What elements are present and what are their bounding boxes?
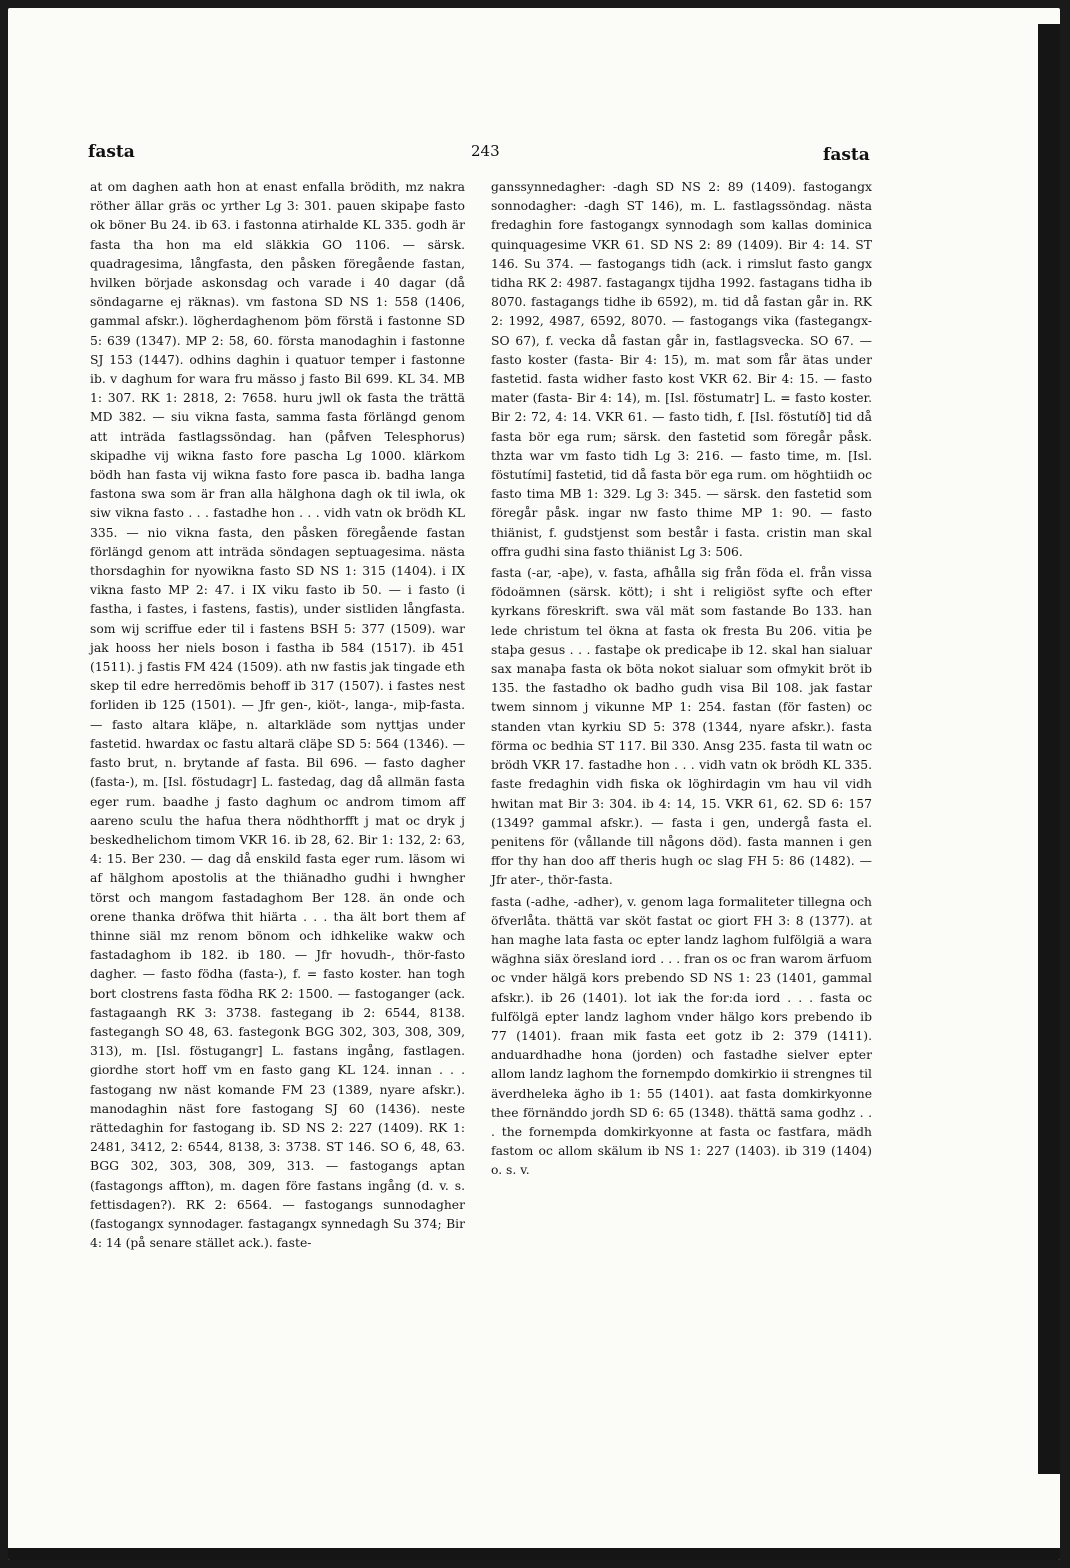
right-column-text-1: ganssynnedagher: -dagh SD NS 2: 89 (1409). fastogangx sonnodagher: -dagh ST 146), m. L. fastlagssöndag. nästa fredaghin fore fastogangx synnodagh som kallas dominica quinquagesime VKR 61. SD NS 2: 89 (1409). Bir 4: 14. ST 146. Su 374. — fastogangs tidh (ack. i rimslut fasto gangx tidha RK 2: 4987. fastagangx tijdha 1992. fastagans tidha ib 8070. fastagangs tidhe ib 6592), m. tid då fastan går in. RK 2: 1992, 4987, 6592, 8070. — fastogangs vika (fastegangx- SO 67), f. vecka då fastan går in, fastlagsvecka. SO 67. — fasto koster (fasta- Bir 4: 15), m. mat som får ätas under fastetid. fasta widher fasto kost VKR 62. Bir 4: 15. — fasto mater (fasta- Bir 4: 14), m. [Isl. föstumatr] L. = fasto koster. Bir 2: 72, 4: 14. VKR 61. — fasto tidh, f. [Isl. föstutíð] tid då fasta bör ega rum; särsk. den fastetid som föregår påsk. thzta war vm fasto tidh Lg 3: 216. — fasto time, m. [Isl. föstutími] fastetid, tid då fasta bör ega rum. om höghtiidh oc fasto tima MB 1: 329. Lg 3: 345. — särsk. den fastetid som föregår påsk. ingar nw fasto thime MP 1: 90. — fasto thiänist, f. gudstjenst som består i fasta. cristin man skal offra gudhi sina fasto thiänist Lg 3: 506. — [491, 180, 872, 559]
left-column-text: at om daghen aath hon at enast enfalla brödith, mz nakra röther ällar gräs oc yrther Lg 3: 301. pauen skipaþe fasto ok böner Bu 24. ib 63. i fastonna atirhalde KL 335. godh är fasta tha hon ma eld släkkia GO 1106. — särsk. quadragesima, långfasta, den påsken föregående fastan, hvilken började askonsdag och varade i 40 dagar (då söndagarne ej räknas). vm fastona SD NS 1: 558 (1406, gammal afskr.). lögherdaghenom þöm förstä i fastonne SD 5: 639 (1347). MP 2: 58, 60. första manodaghin i fastonne SJ 153 (1447). odhins daghin i quatuor temper i fastonne ib. v daghum for wara fru mässo j fasto Bil 699. KL 34. MB 1: 307. RK 1: 2818, 2: 7658. huru jwll ok fasta the trättä MD 382. — siu vikna fasta, samma fasta förlängd genom att inträda fastlagssöndag. han (påfven Telesphorus) skipadhe vij wikna fasto fore pascha Lg 1000. klärkom bödh han fasta vij wikna fasto fore pasca ib. badha langa fastona swa som är fran alla hälghona dagh ok til iwla, ok siw vikna fasto . . . fastadhe hon . . . vidh vatn ok brödh KL 335. — nio vikna fasta, den påsken föregående fastan förlängd genom att inträda söndagen septuagesima. nästa thorsdaghin for nyowikna fasto SD NS 1: 315 (1404). i IX vikna fasto MP 2: 47. i IX viku fasto ib 50. — i fasto (i fastha, i fastes, i fastens, fastis), under sistliden långfasta. som wij scriffue eder til i fastens BSH 5: 377 (1509). war jak hooss her niels boson i fastha ib 584 (1517). ib 451 (1511). j fastis FM 424 (1509). ath nw fastis jak tingade eth skep til edre herredömis behoff ib 317 (1507). i fastes nest forliden ib 125 (1501). — Jfr gen-, kiöt-, langa-, miþ-fasta. — fasto altara kläþe, n. altarkläde som nyttjas under fastetid. hwardax oc fastu altarä cläþe SD 5: 564 (1346). — fasto brut, n. brytande af fasta. Bil 696. — fasto dagher (fasta-), m. [Isl. föstudagr] L. fastedag, dag då allmän fasta eger rum. baadhe j fasto daghum oc androm timom aff aareno sculu the hafua thera nödhthorfft j mat oc dryk j beskedhelichom timom VKR 16. ib 28, 62. Bir 1: 132, 2: 63, 4: 15. Ber 230. — dag då enskild fasta eger rum. läsom wi af hälghom apostolis at the thiänadho gudhi i hwngher törst och mangom fastadaghom Ber 128. än onde och orene thanka dröfwa thit hiärta . . . tha ält bort them af thinne siäl mz renom bönom och idhkelike wakw och fastadaghom ib 182. ib 180. — Jfr hovudh-, thör-fasto dagher. — fasto födha (fasta-), f. = fasto koster. han togh bort clostrens fasta födha RK 2: 1500. — fastoganger (ack. fastagaangh RK 3: 3738. fastegang ib 2: 6544, 8138. fastegangh SO 48, 63. fastegonk BGG 302, 303, 308, 309, 313), m. [Isl. föstugangr] L. fastans ingång, fastlagen. giordhe stort hoff vm en fasto gang KL 124. innan . . . fastogang nw näst komande FM 23 (1389, nyare afskr.). manodaghin näst fore fastogang SJ 60 (1436). neste rättedaghin for fastogang ib. SD NS 2: 227 (1409). RK 1: 2481, 3412, 2: 6544, 8138, 3: 3738. ST 146. SO 6, 48, 63. BGG 302, 303, 308, 309, 313. — fastogangs aptan (fastagongs affton), m. dagen före fastans ingång (d. v. s. fettisdagen?). RK 2: 6564. — fastogangs sunnodagher (fastogangx synnodager. fastagangx synnedagh Su 374; Bir 4: 14 (på senare stället ack.). faste- — [90, 180, 465, 1251]
header-right-word: fasta — [823, 145, 870, 165]
scan-edge-right — [1038, 24, 1060, 1474]
header-left-word: fasta — [88, 142, 135, 162]
right-column-text-2: fasta (-ar, -aþe), v. fasta, afhålla sig från föda el. från vissa födoämnen (särsk. kött); i sht i religiöst syfte och efter kyrkans föreskrift. swa väl mät som fastande Bo 133. han lede christum tel ökna at fasta ok fresta Bu 206. vitia þe staþa gesus . . . fastaþe ok predicaþe ib 12. skal han sialuar sax manaþa fasta ok böta nokot sialuar som ofmykit bröt ib 135. the fastadho ok badho gudh visa Bil 108. jak fastar twem sinnom j vikunne MP 1: 254. fastan (för fasten) oc standen vtan kyrkiu SD 5: 378 (1344, nyare afskr.). fasta förma oc bedhia ST 117. Bil 330. Ansg 235. fasta til watn oc brödh VKR 17. fastadhe hon . . . vidh vatn ok brödh KL 335. faste fredaghin vidh fiska ok löghirdagin vm hau vil vidh hwitan mat Bir 3: 304. ib 4: 14, 15. VKR 61, 62. SD 6: 157 (1349? gammal afskr.). — fasta i gen, undergå fasta el. penitens för (vållande till någons död). fasta mannen i gen ffor thy han doo aff theris hugh oc slag FH 5: 86 (1482). — Jfr ater-, thör-fasta. — [491, 566, 872, 888]
left-column — [90, 178, 465, 1253]
right-column-text-3: fasta (-adhe, -adher), v. genom laga formaliteter tillegna och öfverlåta. thättä var sköt fastat oc giort FH 3: 8 (1377). at han maghe lata fasta oc epter landz laghom fulfölgiä a wara wäghna siäx öresland iord . . . fran os oc fran warom ärfuom oc vnder hälgä kors prebendo SD NS 1: 23 (1401, gammal afskr.). ib 26 (1401). lot iak the for:da iord . . . fasta oc fulfölgä epter landz laghom vnder hälgo kors prebendo ib 77 (1401). fraan mik fasta eet gotz ib 2: 379 (1411). anduardhadhe hona (jorden) och fastadhe sielver epter allom landz laghom the fornempdo domkirkio ii strengnes til äverdheleka ägho ib 1: 55 (1401). aat fasta domkirkyonne thee förnänddo jordh SD 6: 65 (1348). thättä sama godhz . . . the fornempda domkirkyonne at fasta oc fastfara, mädh fastom oc allom skälum ib NS 1: 227 (1403). ib 319 (1404) o. s. v. — [491, 894, 872, 1178]
page-number: 243 — [471, 142, 500, 160]
dictionary-page — [8, 8, 1060, 1560]
scan-edge-bottom — [8, 1548, 1060, 1560]
right-column — [491, 178, 872, 1181]
